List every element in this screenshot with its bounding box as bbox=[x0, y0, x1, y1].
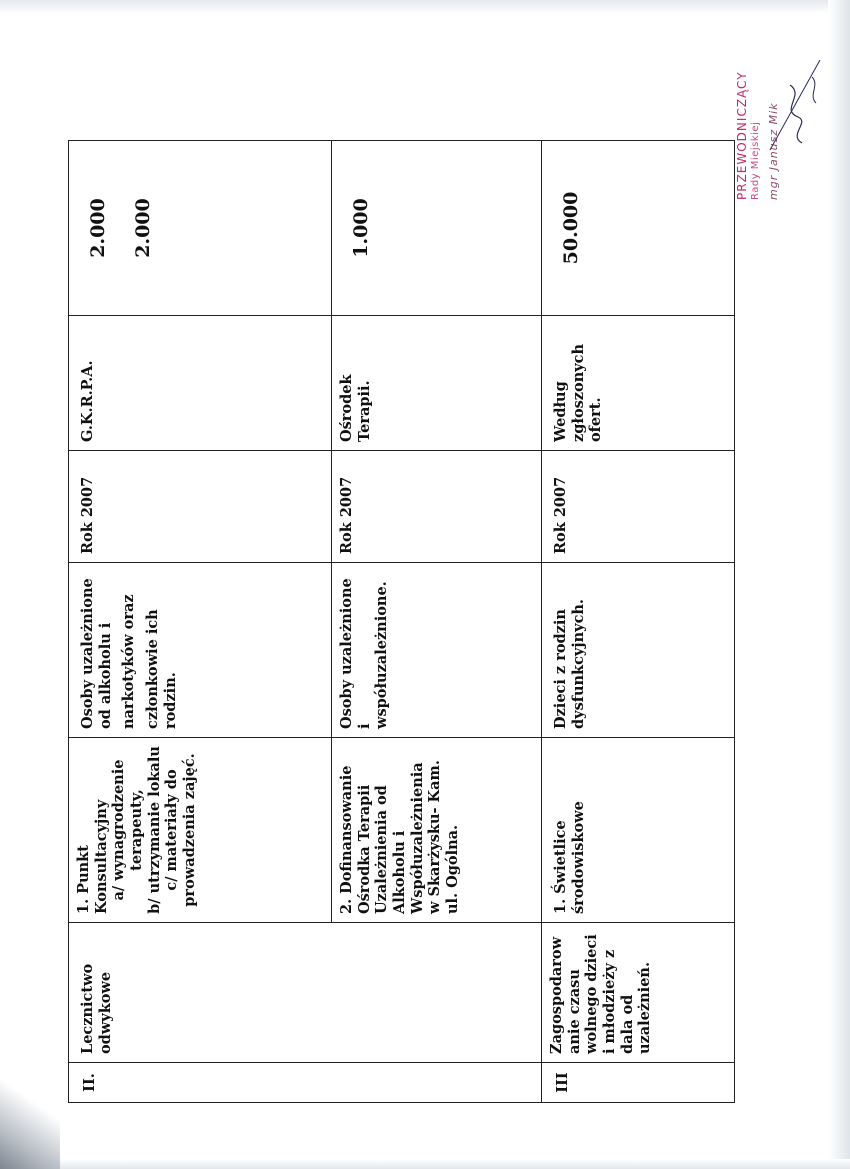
stamp-line: PRZEWODNICZĄCY bbox=[735, 71, 749, 200]
handwritten-signature bbox=[750, 55, 840, 165]
period-cell: Rok 2007 bbox=[542, 451, 735, 563]
amount-value: 2.000 bbox=[87, 198, 109, 258]
target-line: Osoby uzależnione od alkoholu i bbox=[79, 578, 114, 729]
task-item: b/ utrzymanie lokalu bbox=[145, 746, 163, 914]
stamp-line: mgr Janusz Mik bbox=[767, 102, 780, 200]
target-cell bbox=[69, 563, 332, 738]
table-row bbox=[542, 141, 735, 1103]
task-cell: 1. Świetlice środowiskowe bbox=[542, 738, 735, 923]
area-cell: Zagospodarowanie czasu wolnego dzieci i młodzieży z dala od uzależnień. bbox=[542, 923, 735, 1063]
scan-corner-shadow bbox=[0, 1059, 60, 1169]
scan-edge-top bbox=[0, 0, 850, 14]
target-line: członkowie ich rodzin. bbox=[144, 609, 179, 729]
stamp-line: Rady Miejskiej bbox=[750, 121, 761, 200]
period-cell: Rok 2007 bbox=[69, 451, 332, 563]
row-number: III bbox=[542, 1063, 735, 1103]
executor-cell: Ośrodek Terapii. bbox=[332, 316, 542, 451]
task-item: a/ wynagrodzenie terapeuty, bbox=[110, 759, 146, 901]
table-row bbox=[69, 141, 332, 1103]
amount-value: 2.000 bbox=[132, 198, 155, 258]
task-cell: 2. Dofinansowanie Ośrodka Terapii Uzależnienia od Alkoholu i Współuzależnienia w Skarżysku- Kam. ul. Ogólna. bbox=[332, 738, 542, 923]
target-line: narkotyków oraz bbox=[120, 594, 138, 729]
target-cell: Dzieci z rodzin dysfunkcyjnych. bbox=[542, 563, 735, 738]
rotated-table-wrapper bbox=[68, 141, 734, 1103]
task-item: c/ materiały do prowadzenia zajęć. bbox=[163, 753, 199, 907]
executor-cell: G.K.R.P.A. bbox=[69, 316, 332, 451]
amount-cell: 50.000 bbox=[542, 141, 735, 316]
amount-cell: 1.000 bbox=[332, 141, 542, 316]
program-table bbox=[68, 140, 735, 1103]
amount-cell bbox=[69, 141, 332, 316]
area-cell: Lecznictwo odwykowe bbox=[69, 923, 542, 1063]
target-cell: Osoby uzależnione i współuzależnione. bbox=[332, 563, 542, 738]
period-cell: Rok 2007 bbox=[332, 451, 542, 563]
task-cell bbox=[69, 738, 332, 923]
task-title: 1. Punkt Konsultacyjny bbox=[75, 799, 110, 914]
row-number: II. bbox=[69, 1063, 542, 1103]
scan-edge-bottom bbox=[0, 1159, 850, 1169]
executor-cell: Według zgłoszonych ofert. bbox=[542, 316, 735, 451]
